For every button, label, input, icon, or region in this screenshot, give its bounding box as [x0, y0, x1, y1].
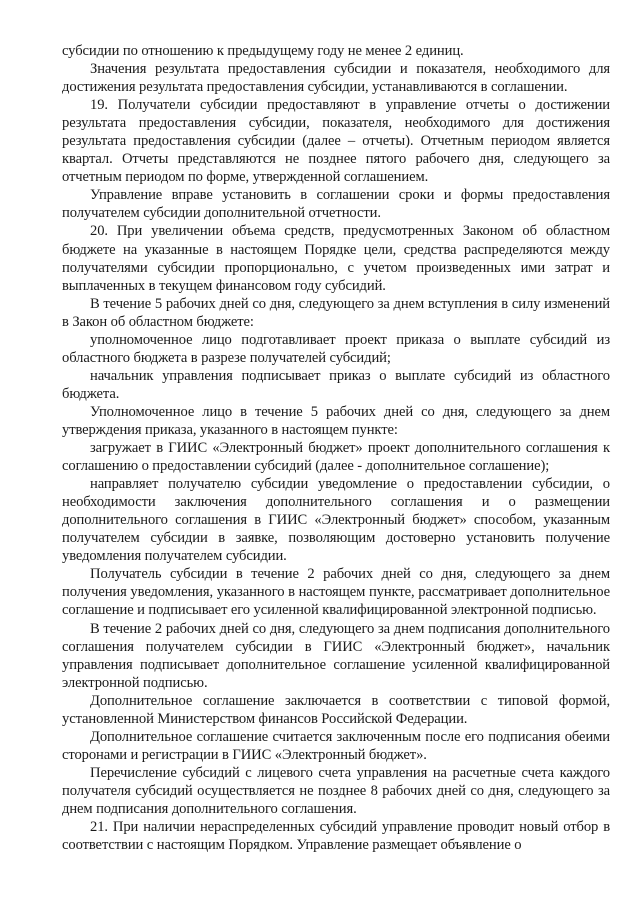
paragraph-clause-21: 21. При наличии нераспределенных субсидий управление проводит новый отбор в соответствии с настоящим Порядком. Управление размещает объявление о — [62, 819, 610, 854]
paragraph-draft-order: уполномоченное лицо подготавливает проект приказа о выплате субсидий из областного бюджета в разрезе получателей субсидий; — [62, 331, 610, 366]
paragraph-standard-form: Дополнительное соглашение заключается в соответствии с типовой формой, установленной Министерством финансов Российской Федерации. — [62, 692, 610, 727]
paragraph-continuation: субсидии по отношению к предыдущему году не менее 2 единиц. — [62, 43, 464, 59]
document-body — [62, 42, 610, 854]
paragraph-uploads: загружает в ГИИС «Электронный бюджет» проект дополнительного соглашения к соглашению о предоставлении субсидий (далее - дополнительное соглашение); — [62, 440, 610, 475]
paragraph-head-signs-agreement: В течение 2 рабочих дней со дня, следующего за днем подписания дополнительного соглашения получателем субсидии в ГИИС «Электронный бюджет», начальник управления подписывает дополнительное соглашение усиленной квалифицированной электронной подписью. — [62, 620, 610, 691]
paragraph-concluded: Дополнительное соглашение считается заключенным после его подписания обеими сторонами и регистрации в ГИИС «Электронный бюджет». — [62, 728, 610, 763]
paragraph-result-values: Значения результата предоставления субсидии и показателя, необходимого для достижения результата предоставления субсидии, устанавливаются в соглашении. — [62, 61, 610, 96]
paragraph-head-signs: начальник управления подписывает приказ о выплате субсидий из областного бюджета. — [62, 367, 610, 402]
paragraph-recipient-signs: Получатель субсидии в течение 2 рабочих дней со дня, следующего за днем получения уведомления, указанного в настоящем пункте, рассматривает дополнительное соглашение и подписывает его усиленной квалифицированной электронной подписью. — [62, 566, 610, 619]
paragraph-authorized-person: Уполномоченное лицо в течение 5 рабочих дней со дня, следующего за днем утверждения приказа, указанного в настоящем пункте: — [62, 403, 610, 438]
paragraph-sends-notice: направляет получателю субсидии уведомление о предоставлении субсидии, о необходимости заключения дополнительного соглашения и о размещении дополнительного соглашения в ГИИС «Электронный бюджет» способом, указанным получателем субсидии в заявке, позволяющим достоверно установить получение уведомления получателем субсидии. — [62, 476, 610, 565]
paragraph-clause-19: 19. Получатели субсидии предоставляют в управление отчеты о достижении результата предоставления субсидии, показателя, необходимого для достижения результата предоставления субсидии (далее – отчеты). Отчетным периодом является квартал. Отчеты представляются не позднее пятого рабочего дня, следующего за отчетным периодом по форме, утвержденной соглашением. — [62, 97, 610, 186]
paragraph-additional-reporting: Управление вправе установить в соглашении сроки и формы предоставления получателем субсидии дополнительной отчетности. — [62, 187, 610, 222]
paragraph-transfer: Перечисление субсидий с лицевого счета управления на расчетные счета каждого получателя субсидий осуществляется не позднее 8 рабочих дней со дня, следующего за днем подписания дополнительного соглашения. — [62, 764, 610, 817]
paragraph-clause-20: 20. При увеличении объема средств, предусмотренных Законом об областном бюджете на указанные в настоящем Порядке цели, средства распределяются между получателями субсидии пропорционально, с учетом произведенных ими затрат и выплаченных в текущем финансовом году субсидий. — [62, 223, 610, 294]
paragraph-five-days: В течение 5 рабочих дней со дня, следующего за днем вступления в силу изменений в Закон об областном бюджете: — [62, 295, 610, 330]
